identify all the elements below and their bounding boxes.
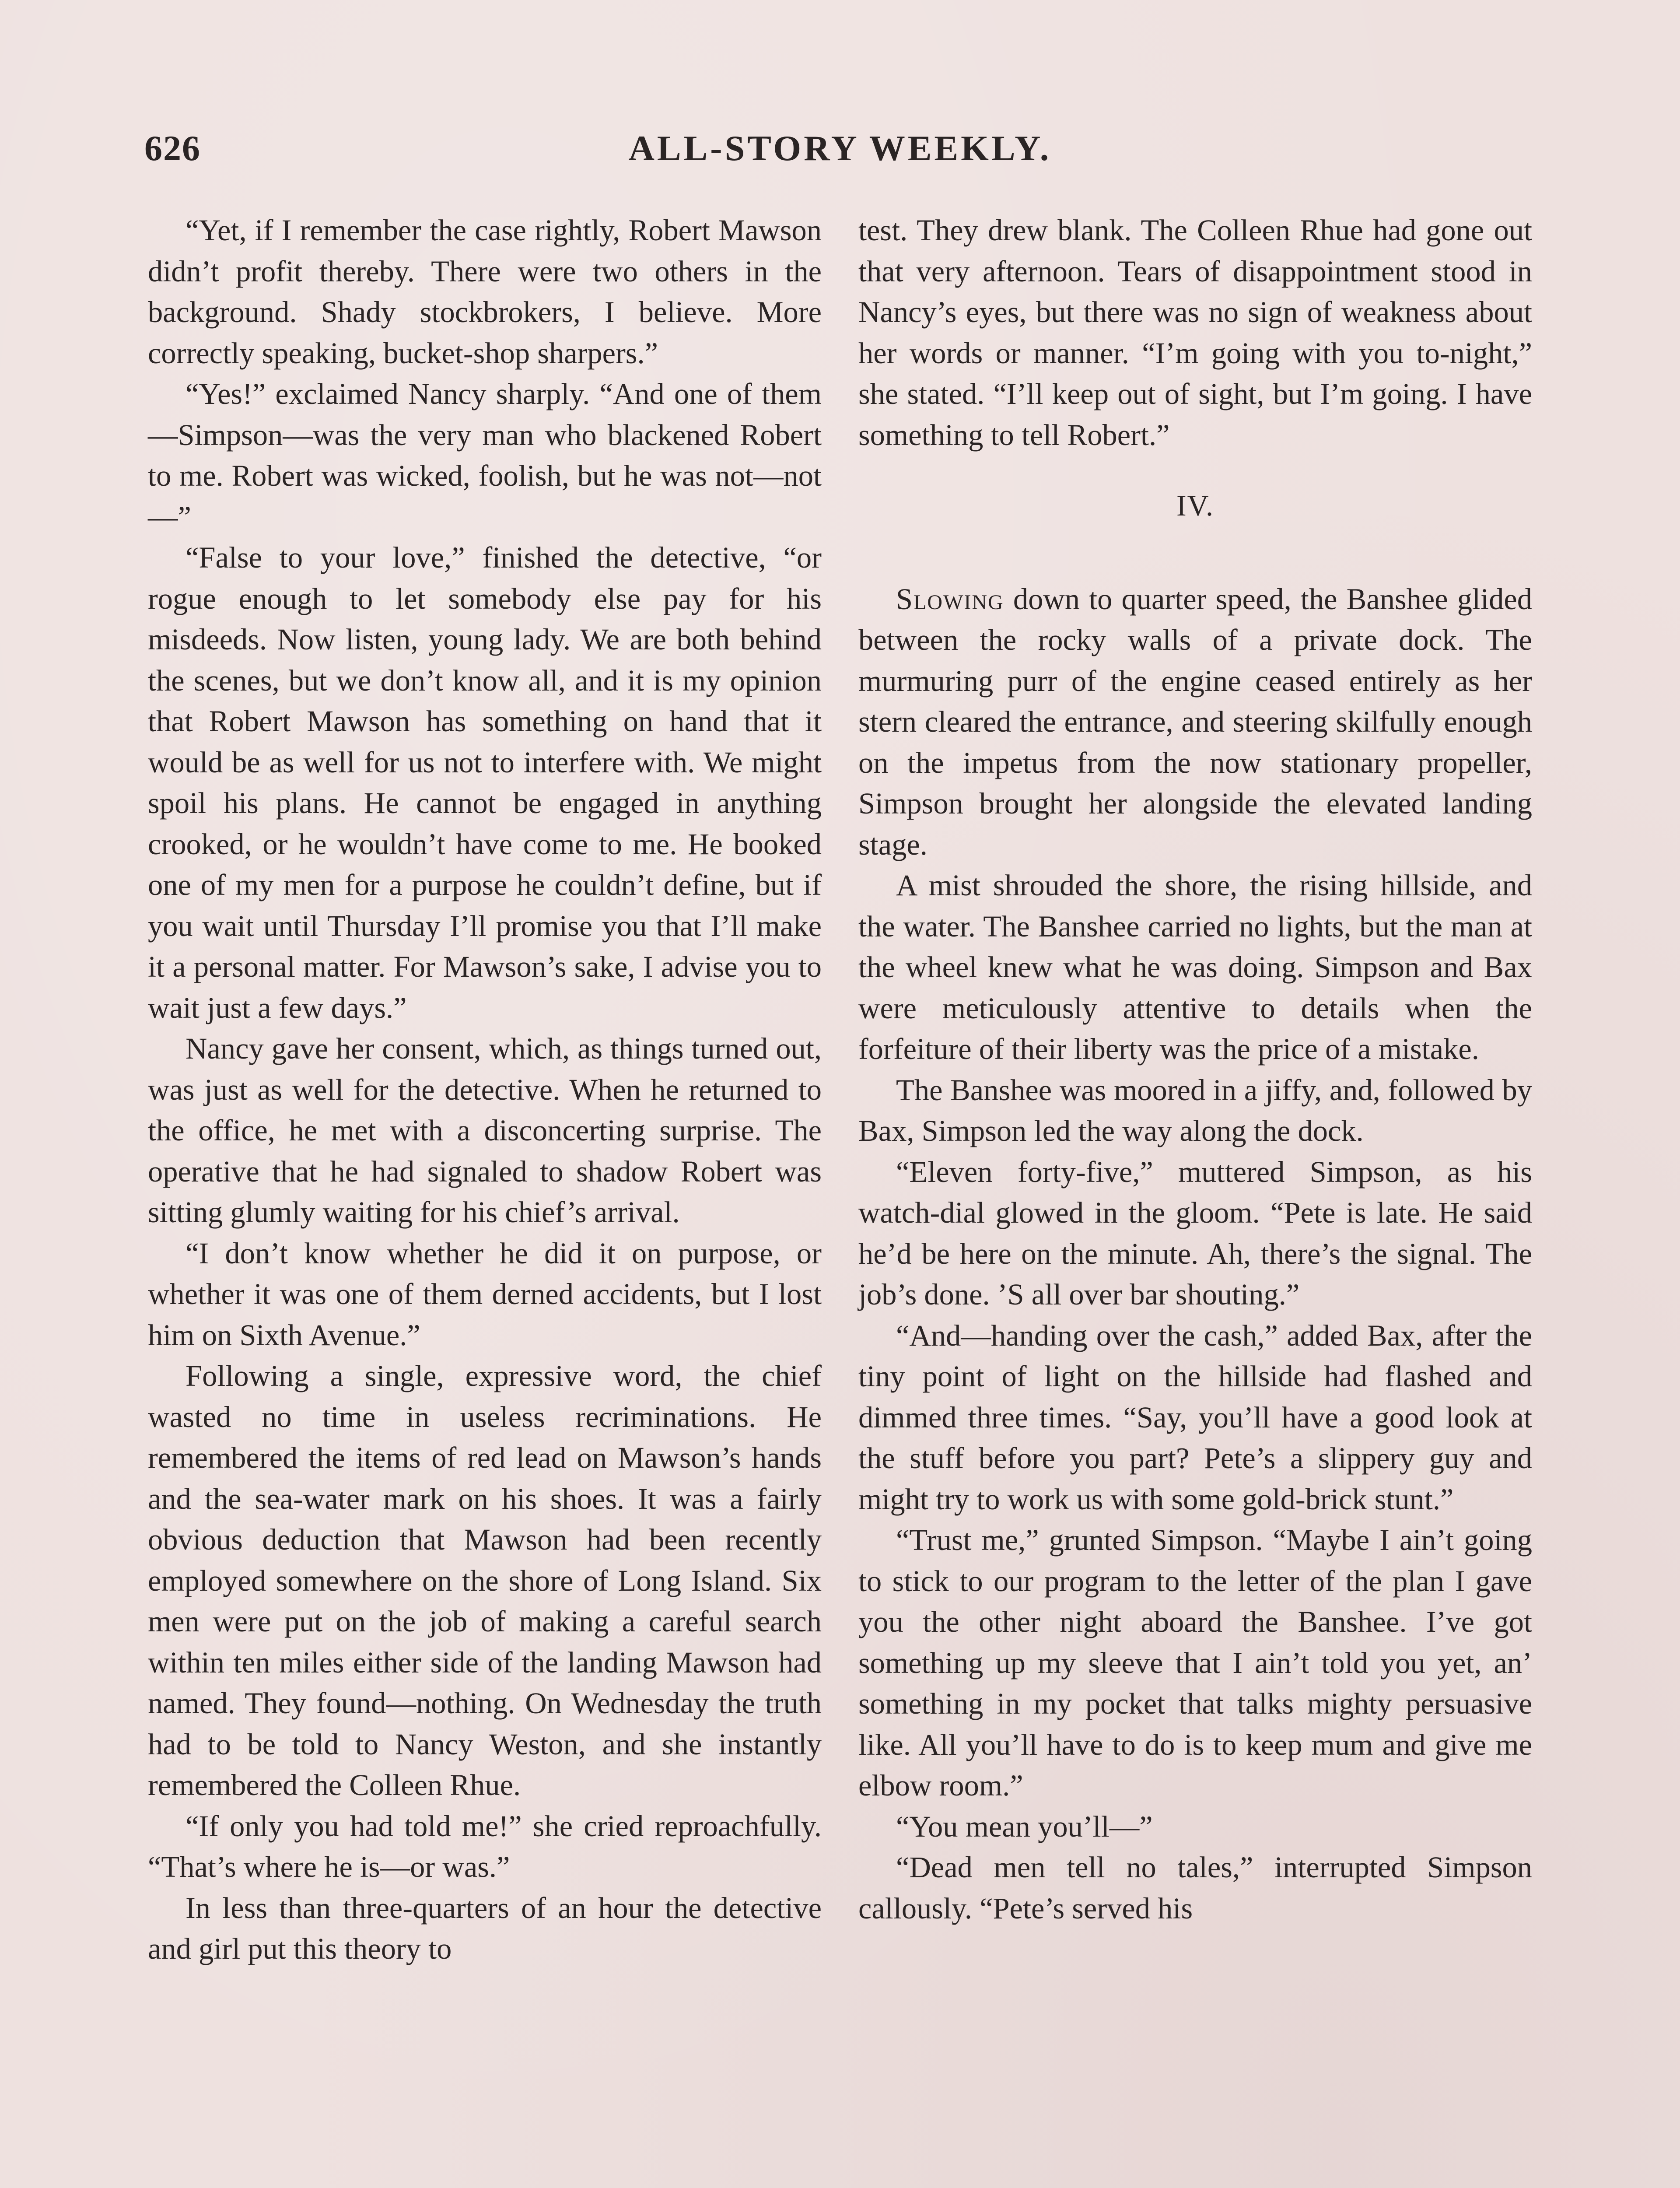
paragraph: “Yes!” exclaimed Nancy sharply. “And one of them—Simpson—was the very man who blackened Robert to me. Robert was wicked, foolish, but he was not—not—” — [148, 377, 822, 533]
paragraph: A mist shrouded the shore, the rising hillside, and the water. The Banshee carried no lights, but the man at the wheel knew what he was doing. Simpson and Bax were meticulously attentive to details when the forfeiture of their liberty was the price of a mistake. — [858, 869, 1532, 1066]
paragraph: “I don’t know whether he did it on purpose, or whether it was one of them derned accidents, but I lost him on Sixth Avenue.” — [148, 1236, 822, 1352]
left-column — [148, 210, 822, 1970]
paragraph: In less than three-quarters of an hour the detective and girl put this theory to — [148, 1891, 822, 1965]
paragraph: “Eleven forty-five,” muttered Simpson, as his watch-dial glowed in the gloom. “Pete is late. He said he’d be here on the minute. Ah, there’s the signal. The job’s done. ’S all over bar shouting.” — [858, 1155, 1532, 1311]
paragraph: “False to your love,” finished the detective, “or rogue enough to let somebody else pay for his misdeeds. Now listen, young lady. We are both behind the scenes, but we don’t know all, and it is my opinion that Robert Mawson has something on hand that it would be as well for us not to interfere with. We might spoil his plans. He cannot be engaged in anything crooked, or he wouldn’t have come to me. He booked one of my men for a purpose he couldn’t define, but if you wait until Thursday I’ll promise you that I’ll make it a personal matter. For Mawson’s sake, I advise you to wait just a few days.” — [148, 541, 822, 1024]
right-column — [858, 210, 1532, 1929]
paragraph: “Yet, if I remember the case rightly, Robert Mawson didn’t profit thereby. There were two others in the background. Shady stockbrokers, I believe. More correctly speaking, bucket-shop sharpers.” — [148, 214, 822, 370]
lead-text: down to quarter speed, the Banshee glided between the rocky walls of a private dock. The murmuring purr of the engine ceased entirely as her stern cleared the entrance, and steering skilfully enough on the impetus from the now stationary propeller, Simpson brought her alongside the elevated landing stage. — [858, 582, 1532, 861]
running-title: ALL-STORY WEEKLY. — [628, 128, 1052, 168]
paragraph: “Trust me,” grunted Simpson. “Maybe I ain’t going to stick to our program to the letter of the plan I gave you the other night aboard the Banshee. I’ve got something up my sleeve that I ain’t told you yet, an’ something in my pocket that talks mighty persuasive like. All you’ll have to do is to keep mum and give me elbow room.” — [858, 1523, 1532, 1802]
section-lead-paragraph — [858, 579, 1532, 866]
continued-paragraph: test. They drew blank. The Colleen Rhue had gone out that very afternoon. Tears of disappointment stood in Nancy’s eyes, but there was no sign of weakness about her words or manner. “I’m going with you to-night,” she stated. “I’ll keep out of sight, but I’m going. I have something to tell Robert.” — [858, 214, 1532, 452]
paragraph: Nancy gave her consent, which, as things turned out, was just as well for the detective. When he returned to the office, he met with a disconcerting surprise. The operative that he had signaled to shadow Robert was sitting glumly waiting for his chief’s arrival. — [148, 1032, 822, 1229]
page-header — [144, 128, 1536, 180]
page-number: 626 — [144, 128, 201, 168]
paragraph: Following a single, expressive word, the chief wasted no time in useless recriminations. He remembered the items of red lead on Mawson’s hands and the sea-water mark on his shoes. It was a fairly obvious deduction that Mawson had been recently employed somewhere on the shore of Long Island. Six men were put on the job of making a careful search within ten miles either side of the landing Mawson had named. They found—nothing. On Wednesday the truth had to be told to Nancy Weston, and she instantly remembered the Colleen Rhue. — [148, 1359, 822, 1802]
paragraph: The Banshee was moored in a jiffy, and, followed by Bax, Simpson led the way along the dock. — [858, 1073, 1532, 1147]
paragraph: “You mean you’ll—” — [896, 1809, 1153, 1843]
section-heading: IV. — [1176, 489, 1214, 522]
lead-word: Slowing — [896, 582, 1004, 616]
paragraph: “Dead men tell no tales,” interrupted Simpson callously. “Pete’s served his — [858, 1851, 1532, 1925]
paragraph: “And—handing over the cash,” added Bax, after the tiny point of light on the hillside had flashed and dimmed three times. “Say, you’ll have a good look at the stuff before you part? Pete’s a slippery guy and might try to work us with some gold-brick stunt.” — [858, 1318, 1532, 1516]
paragraph: “If only you had told me!” she cried reproachfully. “That’s where he is—or was.” — [148, 1809, 822, 1883]
